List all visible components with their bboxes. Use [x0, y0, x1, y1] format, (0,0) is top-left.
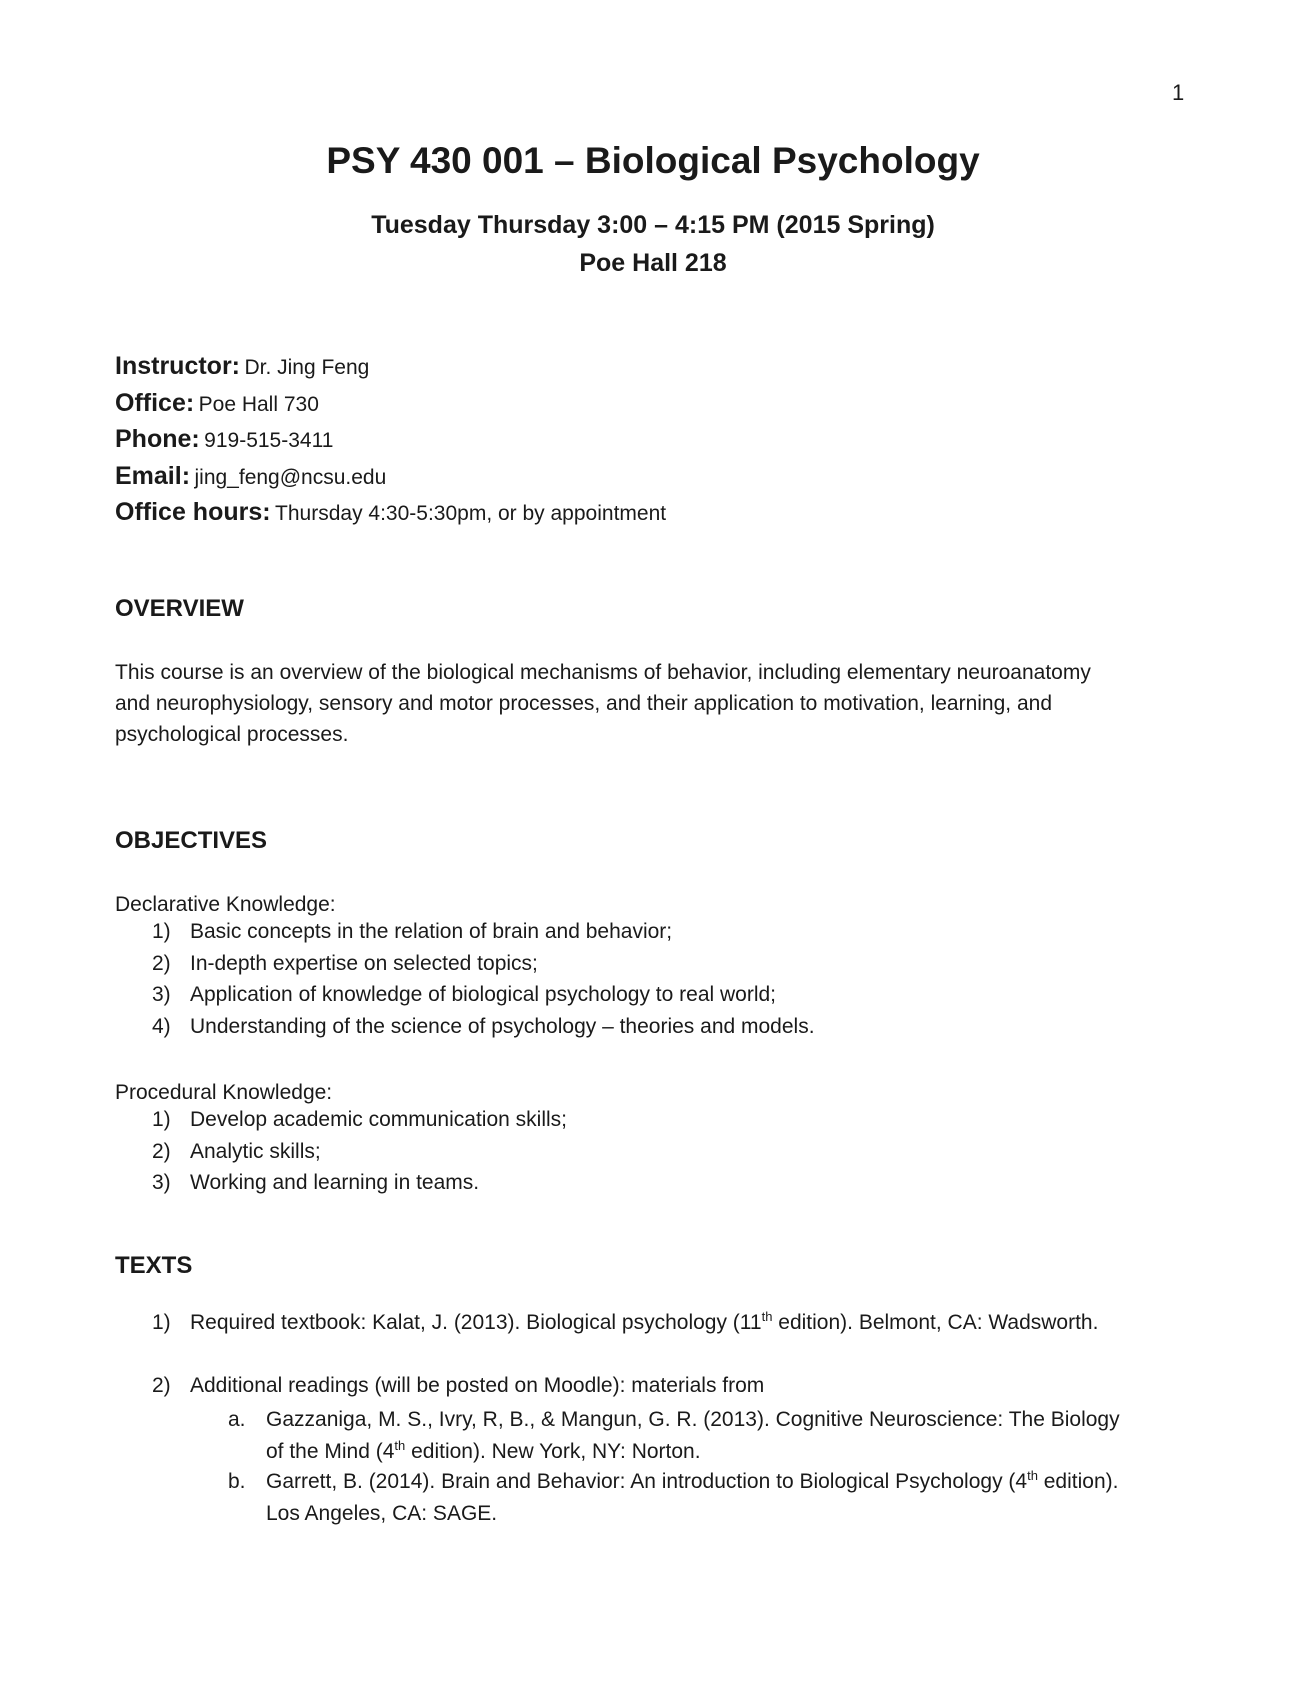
item-text: Gazzaniga, M. S., Ivry, R, B., & Mangun, G. R. (2013). Cognitive Neuroscience: The Biology of the Mind (4th edition). New York, NY: Norton. — [266, 1408, 1120, 1463]
item-text: Application of knowledge of biological psychology to real world; — [190, 983, 777, 1006]
declarative-list — [152, 916, 815, 1042]
item-letter: b. — [228, 1470, 246, 1493]
contact-value: 919-515-3411 — [204, 429, 334, 452]
contact-value: Poe Hall 730 — [198, 392, 319, 416]
contact-office — [115, 385, 666, 422]
item-text: Working and learning in teams. — [190, 1171, 480, 1194]
sub-item-b — [228, 1466, 1126, 1529]
item-number: 2) — [152, 1139, 171, 1163]
course-schedule: Tuesday Thursday 3:00 – 4:15 PM (2015 Spring) — [371, 211, 935, 239]
contact-value: jing_feng@ncsu.edu — [194, 465, 387, 489]
list-item — [152, 1136, 567, 1168]
item-text: Additional readings (will be posted on Moodle): materials from — [190, 1374, 765, 1397]
item-text: Analytic skills; — [190, 1139, 321, 1163]
course-location: Poe Hall 218 — [579, 249, 727, 277]
contact-info — [115, 348, 666, 531]
contact-label: Office hours: — [115, 498, 271, 526]
list-item — [152, 916, 815, 948]
contact-phone — [115, 421, 666, 458]
item-number: 2) — [152, 951, 171, 975]
text-item-required — [152, 1311, 1098, 1335]
page-title: PSY 430 001 – Biological Psychology — [326, 140, 980, 181]
item-number: 1) — [152, 1108, 171, 1131]
objectives-heading: OBJECTIVES — [115, 827, 268, 854]
contact-label: Phone: — [115, 425, 200, 453]
item-text: Garrett, B. (2014). Brain and Behavior: An introduction to Biological Psychology (4th edition). Los Angeles, CA: SAGE. — [266, 1468, 1119, 1525]
item-text: Develop academic communication skills; — [190, 1108, 567, 1131]
item-text: Required textbook: Kalat, J. (2013). Biological psychology (11th edition). Belmont, CA: Wadsworth. — [190, 1309, 1099, 1334]
text-item-additional — [152, 1374, 764, 1398]
contact-label: Email: — [115, 461, 191, 490]
item-number: 4) — [152, 1014, 171, 1038]
page-number: 1 — [1172, 80, 1185, 105]
item-number: 1) — [152, 920, 171, 943]
item-letter: a. — [228, 1408, 246, 1431]
list-item — [152, 1104, 567, 1136]
list-item — [152, 1167, 567, 1199]
contact-office-hours — [115, 494, 666, 531]
item-number: 3) — [152, 1171, 171, 1194]
overview-text: This course is an overview of the biological mechanisms of behavior, including elementary neuroanatomy and neurophysiology, sensory and motor processes, and their application to motivation, learning, and psychological processes. — [115, 661, 1091, 746]
procedural-label: Procedural Knowledge: — [115, 1081, 333, 1104]
item-number: 3) — [152, 983, 171, 1006]
list-item — [152, 948, 815, 980]
contact-value: Dr. Jing Feng — [244, 356, 370, 379]
contact-label: Office: — [115, 388, 195, 417]
declarative-label: Declarative Knowledge: — [115, 893, 336, 916]
overview-heading: OVERVIEW — [115, 595, 244, 622]
item-number: 1) — [152, 1311, 171, 1334]
item-text: Understanding of the science of psychology – theories and models. — [190, 1014, 815, 1038]
texts-heading: TEXTS — [115, 1252, 193, 1279]
contact-email — [115, 458, 666, 495]
list-item — [152, 1011, 815, 1043]
item-text: In-depth expertise on selected topics; — [190, 951, 538, 975]
contact-label: Instructor: — [115, 352, 240, 380]
procedural-list — [152, 1104, 567, 1199]
list-item — [152, 979, 815, 1011]
item-number: 2) — [152, 1374, 171, 1397]
contact-instructor — [115, 348, 666, 385]
item-text: Basic concepts in the relation of brain and behavior; — [190, 920, 673, 943]
sub-item-a — [228, 1404, 1126, 1467]
contact-value: Thursday 4:30-5:30pm, or by appointment — [275, 502, 667, 525]
